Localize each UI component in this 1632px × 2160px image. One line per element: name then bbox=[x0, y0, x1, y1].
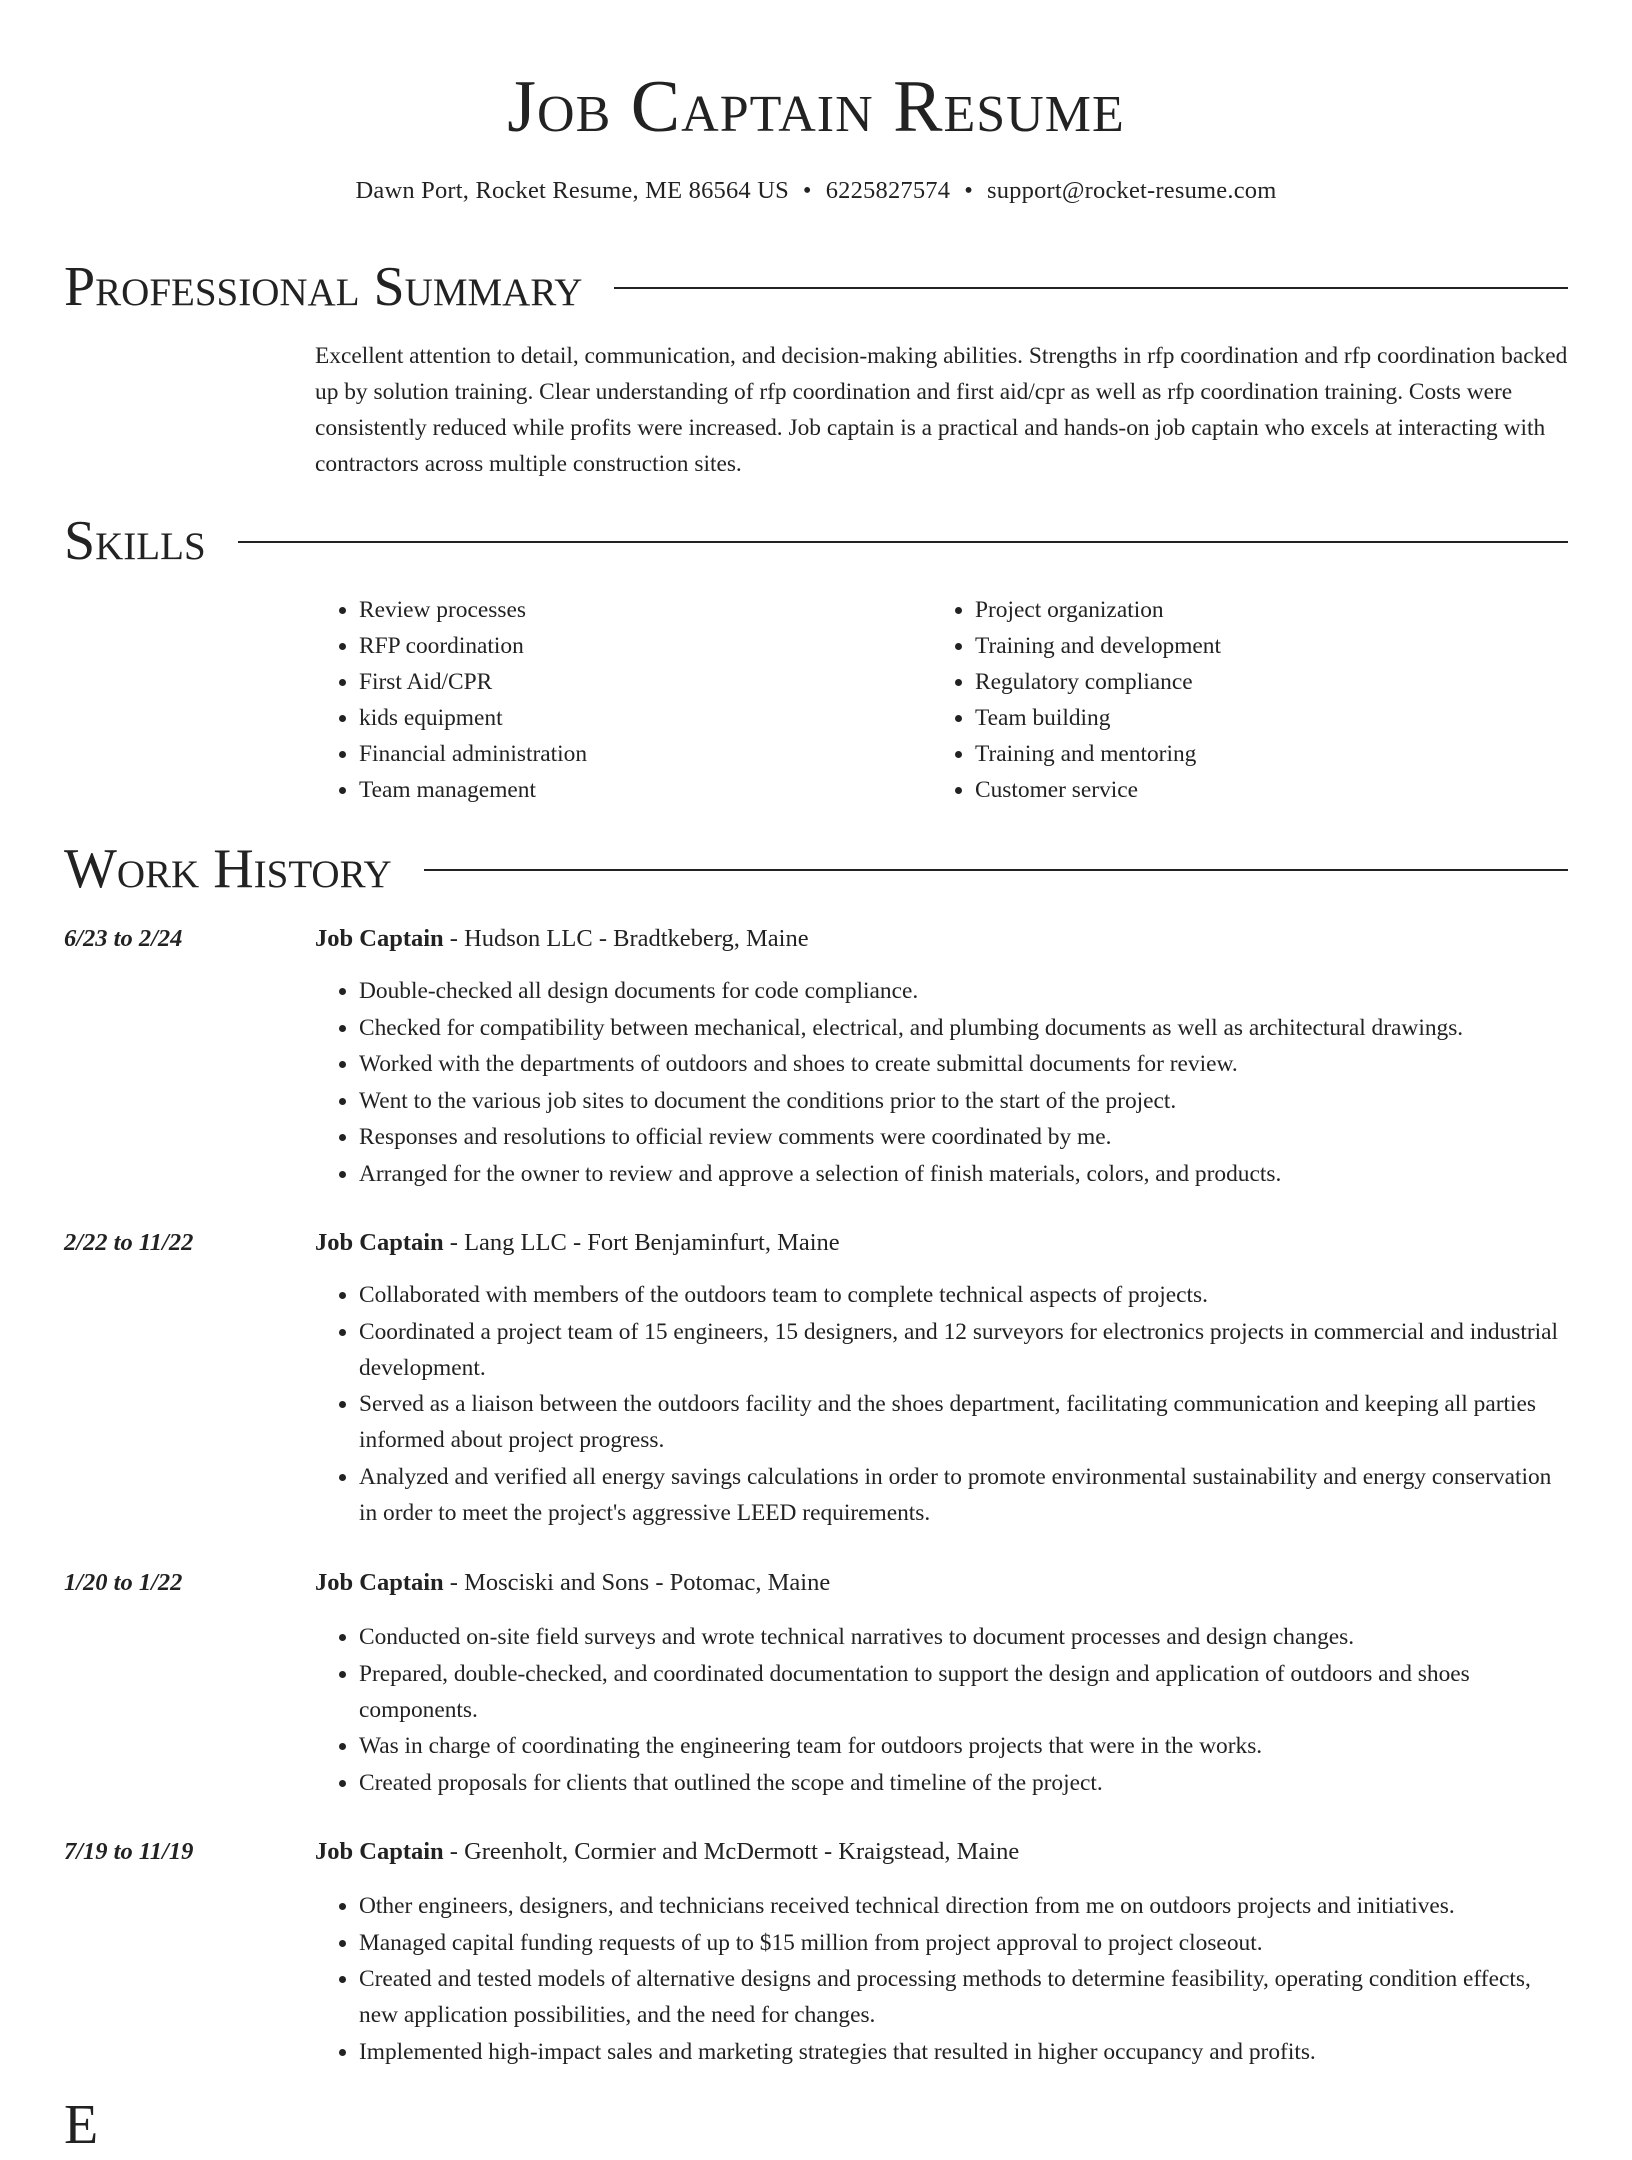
job-dates: 2/22 to 11/22 bbox=[64, 1229, 194, 1256]
section-divider bbox=[614, 287, 1568, 289]
job-employer: - Greenholt, Cormier and McDermott - Kraigstead, Maine bbox=[443, 1838, 1020, 1865]
job-duty: • Created and tested models of alternative designs and processing methods to determine feasibility, operating condition effects, new application possibilities, and the need for changes. bbox=[359, 1961, 1568, 2033]
skill-item: • Training and development bbox=[975, 628, 1547, 664]
skill-item: • Team management bbox=[359, 772, 931, 808]
job-duties bbox=[315, 1619, 1568, 1801]
job-role: Job Captain bbox=[315, 925, 444, 952]
section-title-work: Work History bbox=[64, 838, 392, 900]
section-title-summary: Professional Summary bbox=[64, 256, 583, 318]
job-duty: • Arranged for the owner to review and approve a selection of finish materials, colors, and products. bbox=[359, 1156, 1568, 1192]
skill-item: • First Aid/CPR bbox=[359, 664, 931, 700]
section-divider bbox=[238, 541, 1568, 543]
job-employer: - Mosciski and Sons - Potomac, Maine bbox=[443, 1569, 831, 1596]
skill-item: • Project organization bbox=[975, 592, 1547, 628]
summary-text: Excellent attention to detail, communication, and decision-making abilities. Strengths in rfp coordination and rfp coordination backed up by solution training. Clear understanding of rfp coordination and first aid/cpr as well as rfp coordination training. Costs were consistently reduced while profits were increased. Job captain is a practical and hands-on job captain who excels at interacting with contractors across multiple construction sites. bbox=[315, 343, 1568, 477]
page-title: Job Captain Resume bbox=[507, 66, 1125, 148]
contact-separator: • bbox=[802, 177, 812, 204]
job-dates: 7/19 to 11/19 bbox=[64, 1838, 194, 1865]
contact-address: Dawn Port, Rocket Resume, ME 86564 US bbox=[355, 177, 789, 204]
contact-line bbox=[0, 174, 1632, 208]
skill-item: • kids equipment bbox=[359, 700, 931, 736]
job-employer: - Hudson LLC - Bradtkeberg, Maine bbox=[443, 925, 809, 952]
contact-phone: 6225827574 bbox=[825, 177, 951, 204]
job-title-line bbox=[315, 1834, 1019, 1870]
job-role: Job Captain bbox=[315, 1569, 444, 1596]
job-duty: • Conducted on-site field surveys and wrote technical narratives to document processes and design changes. bbox=[359, 1619, 1568, 1655]
job-duty: • Collaborated with members of the outdoors team to complete technical aspects of projects. bbox=[359, 1277, 1568, 1313]
contact-email: support@rocket-resume.com bbox=[986, 177, 1277, 204]
section-title-skills: Skills bbox=[64, 510, 206, 572]
skills-column-right bbox=[931, 592, 1547, 808]
skill-item: • Training and mentoring bbox=[975, 736, 1547, 772]
job-title-line bbox=[315, 1565, 830, 1601]
job-duty: • Implemented high-impact sales and marketing strategies that resulted in higher occupancy and profits. bbox=[359, 2034, 1568, 2070]
section-header-summary bbox=[64, 252, 1568, 322]
job-duty: • Double-checked all design documents for code compliance. bbox=[359, 973, 1568, 1009]
job-dates: 6/23 to 2/24 bbox=[64, 925, 183, 952]
job-duty: • Prepared, double-checked, and coordinated documentation to support the design and application of outdoors and shoes components. bbox=[359, 1656, 1568, 1728]
job-duty: • Worked with the departments of outdoors and shoes to create submittal documents for review. bbox=[359, 1046, 1568, 1082]
job-duty: • Was in charge of coordinating the engineering team for outdoors projects that were in the works. bbox=[359, 1728, 1568, 1764]
skill-item: • Review processes bbox=[359, 592, 931, 628]
job-duties bbox=[315, 1888, 1568, 2070]
section-title-next: E bbox=[64, 2094, 99, 2156]
job-employer: - Lang LLC - Fort Benjaminfurt, Maine bbox=[443, 1229, 840, 1256]
section-header-skills bbox=[64, 506, 1568, 576]
job-duties bbox=[315, 1277, 1568, 1531]
job-title-line bbox=[315, 921, 809, 957]
skill-item: • RFP coordination bbox=[359, 628, 931, 664]
section-header-next bbox=[64, 2090, 1568, 2160]
job-duties bbox=[315, 973, 1568, 1193]
job-duty: • Other engineers, designers, and technicians received technical direction from me on outdoors projects and initiatives. bbox=[359, 1888, 1568, 1924]
job-role: Job Captain bbox=[315, 1229, 444, 1256]
job-dates: 1/20 to 1/22 bbox=[64, 1569, 183, 1596]
job-duty: • Responses and resolutions to official review comments were coordinated by me. bbox=[359, 1119, 1568, 1155]
job-duty: • Created proposals for clients that outlined the scope and timeline of the project. bbox=[359, 1765, 1568, 1801]
section-header-work bbox=[64, 834, 1568, 904]
job-duty: • Served as a liaison between the outdoors facility and the shoes department, facilitating communication and keeping all parties informed about project progress. bbox=[359, 1386, 1568, 1458]
job-role: Job Captain bbox=[315, 1838, 444, 1865]
job-duty: • Coordinated a project team of 15 engineers, 15 designers, and 12 surveyors for electronics projects in commercial and industrial development. bbox=[359, 1314, 1568, 1386]
skills-list bbox=[315, 592, 1568, 808]
job-duty: • Went to the various job sites to document the conditions prior to the start of the project. bbox=[359, 1083, 1568, 1119]
job-duty: • Checked for compatibility between mechanical, electrical, and plumbing documents as well as architectural drawings. bbox=[359, 1010, 1568, 1046]
job-title-line bbox=[315, 1225, 840, 1261]
skill-item: • Customer service bbox=[975, 772, 1547, 808]
skills-column-left bbox=[315, 592, 931, 808]
job-duty: • Analyzed and verified all energy savings calculations in order to promote environmental sustainability and energy conservation in order to meet the project's aggressive LEED requirements. bbox=[359, 1459, 1568, 1531]
skill-item: • Team building bbox=[975, 700, 1547, 736]
job-duty: • Managed capital funding requests of up to $15 million from project approval to project closeout. bbox=[359, 1925, 1568, 1961]
skill-item: • Financial administration bbox=[359, 736, 931, 772]
section-divider bbox=[424, 869, 1568, 871]
contact-separator: • bbox=[964, 177, 973, 204]
skill-item: • Regulatory compliance bbox=[975, 664, 1547, 700]
